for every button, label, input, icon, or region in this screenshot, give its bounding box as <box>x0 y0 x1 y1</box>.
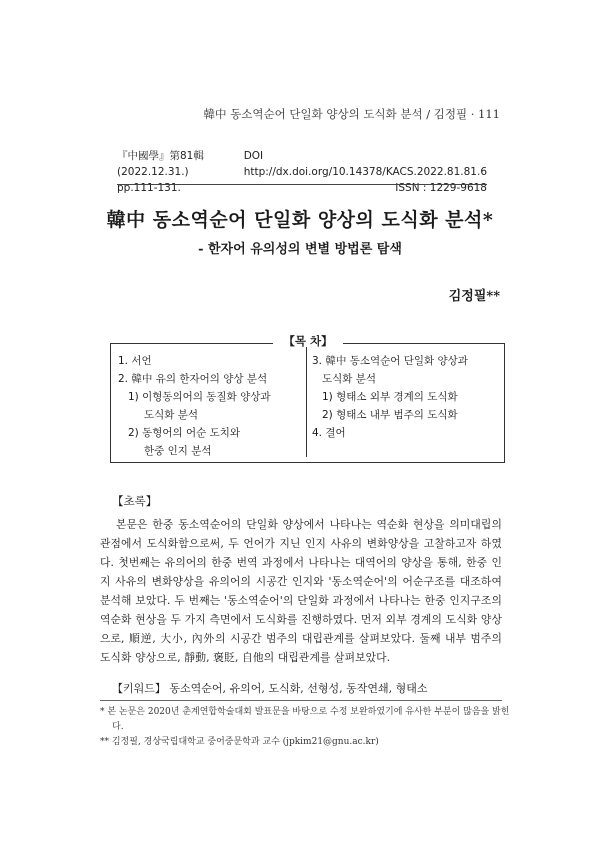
paper-title: 韓中 동소역순어 단일화 양상의 도식화 분석* <box>106 209 494 231</box>
meta-divider <box>117 184 487 185</box>
journal-info: 『中國學』第81輯 (2022.12.31.) <box>117 150 204 178</box>
paper-subtitle: - 한자어 유의성의 변별 방법론 탐색 <box>198 242 402 257</box>
abstract-label: 【초록】 <box>112 494 158 508</box>
toc-item: 한중 인지 분석 <box>144 445 212 457</box>
keywords: 【키워드】 동소역순어, 유의어, 도식화, 선형성, 동작연쇄, 형태소 <box>112 682 428 695</box>
issn: ISSN : 1229-9618 <box>395 182 487 194</box>
toc-item: 1) 이형동의어의 동질화 양상과 <box>128 391 271 403</box>
toc-item: 2) 동형어의 어순 도치와 <box>128 427 241 439</box>
toc-heading: 【목 차】 <box>273 333 343 349</box>
author-name: 김정필** <box>448 289 500 304</box>
toc-left-column <box>118 352 271 460</box>
toc-item: 1) 형태소 외부 경계의 도식화 <box>322 391 458 403</box>
toc-item: 2) 형태소 내부 범주의 도식화 <box>322 409 458 421</box>
toc-column-divider <box>306 347 307 457</box>
doi-link[interactable]: DOI http://dx.doi.org/10.14378/KACS.2022.81.81.6 <box>243 150 487 178</box>
toc-item: 도식화 분석 <box>322 373 377 385</box>
abstract-text: 본문은 한중 동소역순어의 단일화 양상에서 나타나는 역순화 현상을 의미대립의 관점에서 도식화함으로써, 두 언어가 지닌 인지 사유의 변화양상을 고찰하고자 하였다. 첫번째는 유의어의 한중 번역 과정에서 나타나는 대역어의 양상을 통해, 한중 인지 사유의 변화양상을 유의어의 시공간 인지와 '동소역순어'의 어순구조를 대조하여 분석해 보았다. 두 번째는 '동소역순어'의 단일화 과정에서 나타나는 한중 인지구조의 역순화 현상을 두 가지 측면에서 도식화를 진행하였다. 먼저 외부 경계의 도식화 양상으로, 順逆, 大小, 內外의 시공간 범주의 대립관계를 살펴보았다. 둘째 내부 범주의 도식화 양상으로, 靜動, 褒貶, 自他의 대립관계를 살펴보았다. <box>100 518 502 664</box>
toc-item: 1. 서언 <box>118 355 152 367</box>
footnote-2: ** 김정필, 경상국립대학교 중어중문학과 교수 (jpkim21@gnu.ac.kr) <box>100 737 379 747</box>
page-range: pp.111-131. <box>117 182 181 194</box>
footnote-1: * 본 논문은 2020년 춘계연합학술대회 발표문을 바탕으로 수정 보완하였기에 유사한 부분이 많음을 밝힌다. <box>100 707 510 732</box>
running-head: 韓中 동소역순어 단일화 양상의 도식화 분석 / 김정필 · 111 <box>203 107 500 121</box>
toc-item: 도식화 분석 <box>144 409 199 421</box>
toc-item: 4. 결어 <box>312 427 346 439</box>
toc-right-column <box>312 352 468 442</box>
toc-item: 3. 韓中 동소역순어 단일화 양상과 <box>312 355 468 367</box>
toc-item: 2. 韓中 유의 한자어의 양상 분석 <box>118 373 268 385</box>
footnote-divider <box>100 700 502 701</box>
publication-meta <box>117 148 487 196</box>
